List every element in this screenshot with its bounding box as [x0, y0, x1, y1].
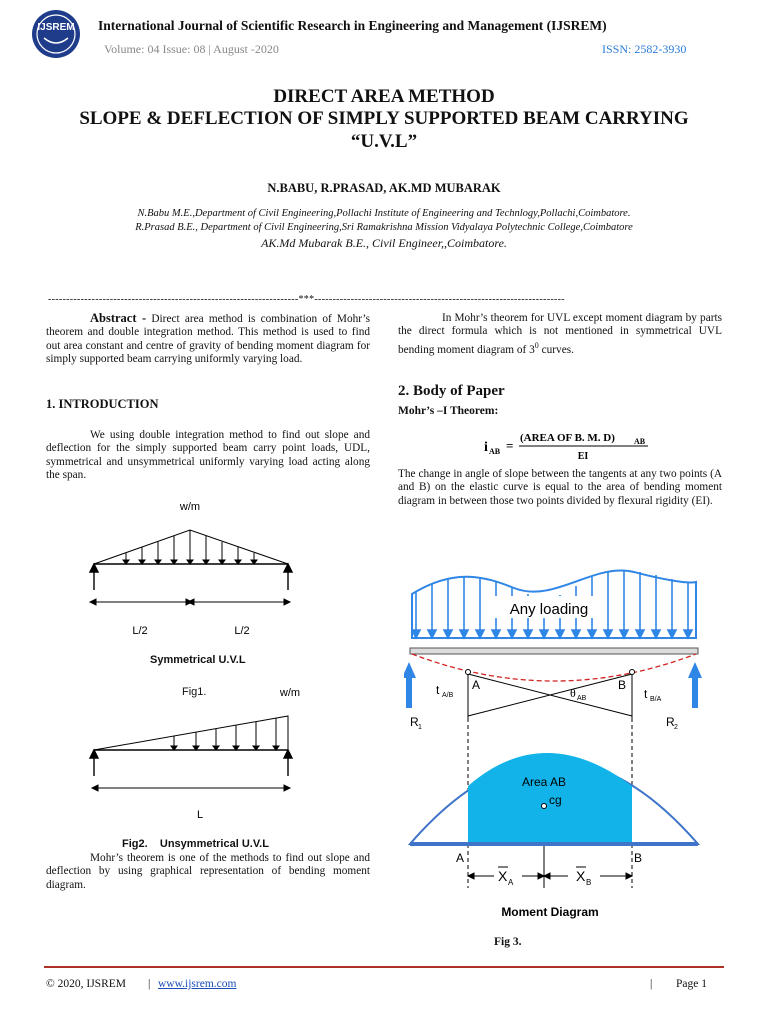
fig1-half-right: L/2: [234, 625, 250, 637]
figure-unsymmetrical-uvl: [80, 680, 310, 830]
paper-title-line3: “U.V.L”: [350, 131, 418, 152]
fig1-caption: Symmetrical U.V.L: [150, 654, 246, 666]
fig3-xb: X: [576, 868, 586, 884]
fig3-theta-sub: AB: [577, 695, 587, 702]
formula-lhs: i: [484, 440, 488, 455]
fig3-t-ba: t: [644, 687, 648, 701]
mohr-formula: [482, 428, 682, 464]
fig3-t-ab: t: [436, 683, 440, 697]
abstract: [46, 312, 370, 366]
footer-divider-2: |: [650, 978, 653, 990]
affiliation-1: N.Babu M.E.,Department of Civil Engineering,Pollachi Institute of Engineering and Technlogy,Pollachi,Coimbatore.: [137, 208, 631, 219]
fig3-cg-label: cg: [549, 793, 562, 807]
logo-text: IJSREM: [37, 22, 75, 33]
paper-title-line1: DIRECT AREA METHOD: [273, 86, 495, 107]
volume-issue: Volume: 04 Issue: 08 | August -2020: [104, 42, 279, 56]
journal-logo: [24, 8, 88, 60]
fig2-caption: Fig2. Unsymmetrical U.V.L: [122, 838, 269, 850]
paper-title-line2: SLOPE & DEFLECTION OF SIMPLY SUPPORTED BEAM CARRYING: [79, 108, 689, 129]
body-heading: 2. Body of Paper: [398, 383, 505, 399]
mohr-text: Mohr’s theorem is one of the methods to find out slope and deflection by using graphical representation of bending moment diagram.: [46, 852, 370, 891]
intro-body: We using double integration method to find out slope and deflection for the simply supported beam carry point loads, UDL, symmetrical and unsymmetrical uniformly varying load acting along the span.: [46, 429, 370, 481]
formula-lhs-sub: AB: [489, 447, 501, 456]
fig3-t-ab-sub: A/B: [442, 692, 454, 699]
authors: N.BABU, R.PRASAD, AK.MD MUBARAK: [267, 181, 501, 195]
intro-heading: 1. INTRODUCTION: [46, 397, 159, 411]
svg-text:=: =: [506, 438, 514, 453]
fig1-half-left: L/2: [132, 625, 148, 637]
affiliation-2: R.Prasad B.E., Department of Civil Engineering,Sri Ramakrishna Mission Vidyalaya Polytechnic College,Coimbatore: [135, 222, 633, 233]
fig3-point-a: A: [456, 851, 465, 865]
formula-numerator: (AREA OF B. M. D): [520, 432, 615, 444]
fig3-r2-sub: 2: [674, 724, 678, 731]
fig3-theta: θ: [570, 686, 576, 700]
fig1-load-label: w/m: [179, 501, 201, 513]
right-para1-a: In Mohr’s theorem for UVL except moment diagram by parts the direct formula which is not mentioned in symmetrical UVL bending moment diagram of 3: [398, 312, 722, 356]
fig3-xa-sub: A: [508, 878, 514, 887]
fig3-point-a-top: A: [472, 678, 481, 692]
fig1-label: Fig1.: [182, 686, 207, 698]
affiliation-3: AK.Md Mubarak B.E., Civil Engineer,,Coimbatore.: [261, 236, 507, 250]
right-para1-b: curves.: [538, 343, 574, 356]
journal-title: International Journal of Scientific Research in Engineering and Management (IJSREM): [98, 18, 607, 33]
fig3-loading-label: Any loading: [509, 601, 589, 618]
abstract-text: Direct area method is combination of Mohr’s theorem and double integration method. This method is used to find out area constant and centre of gravity of bending moment diagram for simply supported beam carrying uniformly varying load.: [46, 313, 370, 365]
fig3-r1: R: [410, 715, 419, 729]
footer-rule: [44, 966, 724, 968]
page-number: Page 1: [676, 978, 707, 990]
issn: ISSN: 2582-3930: [602, 42, 687, 56]
section-separator: ---------------------------------------------------------------------***---------------------------------------------------------------------: [48, 294, 565, 305]
mohr-theorem-heading: Mohr’s –I Theorem:: [398, 405, 499, 417]
fig3-caption: Fig 3.: [494, 936, 522, 948]
fig3-r1-sub: 1: [418, 724, 422, 731]
fig3-point-b: B: [634, 851, 643, 865]
fig3-r2: R: [666, 715, 675, 729]
figure-moment-diagram: [404, 558, 704, 928]
fig2-span: L: [196, 809, 204, 821]
fig3-point-b-top: B: [618, 678, 627, 692]
right-intro-paragraph: [398, 312, 722, 357]
right-para1-sup: 0: [534, 340, 539, 350]
footer-divider-1: |: [148, 978, 151, 990]
footer-website-link[interactable]: www.ijsrem.com: [158, 978, 237, 990]
fig3-t-ba-sub: B/A: [650, 696, 662, 703]
formula-denominator: EI: [577, 451, 589, 462]
fig2-load-label: w/m: [279, 687, 301, 699]
intro-text: [46, 429, 370, 482]
abstract-lead: Abstract -: [90, 311, 147, 325]
formula-numerator-sub: AB: [634, 437, 646, 446]
fig3-area-label: Area AB: [521, 775, 567, 789]
footer-copyright: © 2020, IJSREM: [46, 978, 126, 990]
fig3-moment-label: Moment Diagram: [501, 905, 599, 919]
mohr-paragraph: [46, 852, 370, 892]
fig3-xb-sub: B: [586, 878, 592, 887]
fig3-xa: X: [498, 868, 508, 884]
mohr-theorem-statement: The change in angle of slope between the tangents at any two points (A and B) on the elastic curve is equal to the area of bending moment diagram in between those two points divided by flexural rigidity (EI).: [398, 468, 722, 507]
